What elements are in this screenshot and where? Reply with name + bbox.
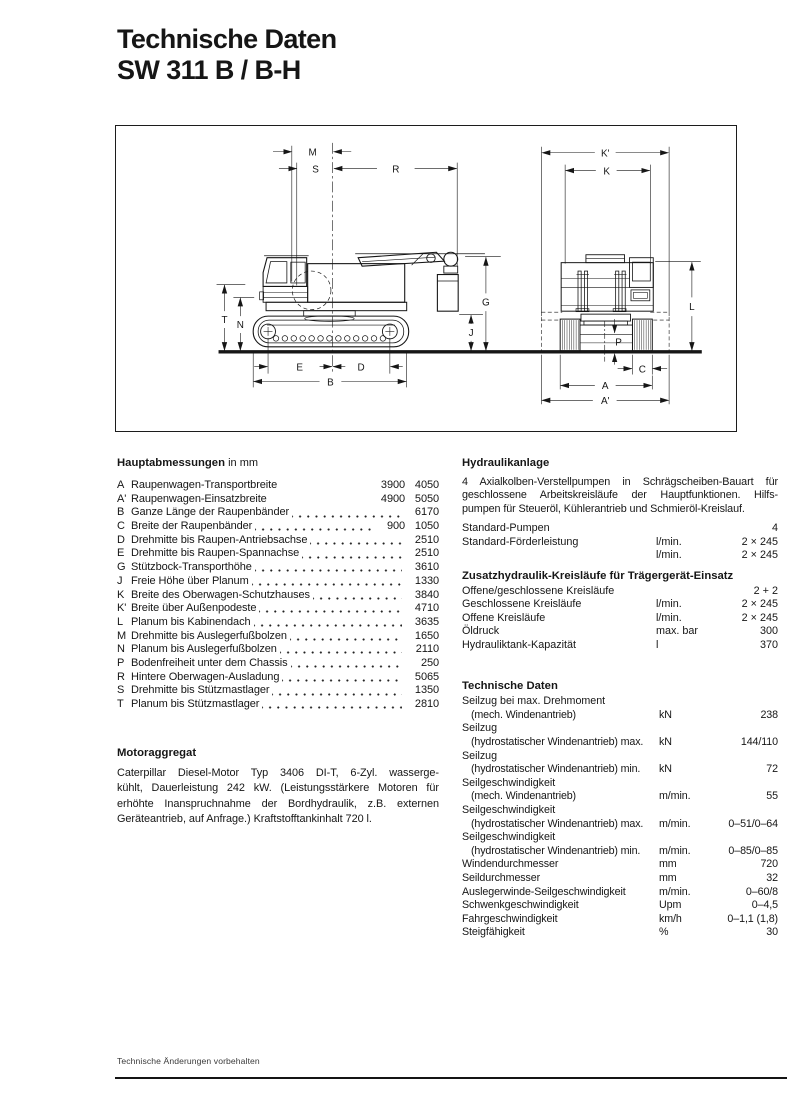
leader-dots <box>310 534 402 548</box>
dimensions-heading <box>117 457 439 470</box>
dimensions-unit-note: in mm <box>228 457 259 469</box>
hydraulics-heading: Hydraulikanlage <box>462 457 550 469</box>
tech-row <box>462 899 778 913</box>
dimension-value: 4710 <box>414 602 439 615</box>
spec-value: 2 + 2 <box>753 584 778 597</box>
tech-row-unit: m/min. <box>659 844 691 857</box>
dimension-label: Drehmitte bis Raupen-Antriebsachse <box>131 533 308 546</box>
spec-label: Öldruck <box>462 625 500 638</box>
dimension-key: K <box>117 588 125 601</box>
tech-row-line <box>462 709 778 723</box>
tech-row-line <box>462 818 778 832</box>
leader-dots <box>280 643 402 657</box>
spec-value: 2 × 245 <box>741 611 778 624</box>
dimension-key: R <box>117 670 125 683</box>
dimension-value: 2510 <box>414 533 439 546</box>
dimension-row <box>117 561 439 575</box>
dimension-row <box>117 671 439 685</box>
dimension-value: 1350 <box>414 684 439 697</box>
tech-row <box>462 872 778 886</box>
tech-row <box>462 695 778 722</box>
dimension-label: Hintere Oberwagen-Ausladung <box>131 670 280 683</box>
dim-label-c: C <box>638 364 646 376</box>
spec-label: Offene Kreisläufe <box>462 611 546 624</box>
spec-row <box>462 522 778 536</box>
dimension-value: 3610 <box>414 561 439 574</box>
paragraph-line: kühlt, Dauerleistung 242 kW. (Leistungsstärkere Motoren für <box>117 782 439 795</box>
dimension-drawing <box>116 126 736 431</box>
tech-data-table <box>462 695 778 940</box>
tech-row-unit: mm <box>659 858 677 871</box>
left-column <box>117 457 439 827</box>
dim-label-m: M <box>308 147 317 159</box>
dimension-row <box>117 547 439 561</box>
tech-row-label: Windendurchmesser <box>462 858 559 871</box>
dimension-value: 250 <box>420 656 439 669</box>
spec-row <box>462 536 778 550</box>
dim-label-p: P <box>615 337 622 349</box>
tech-row-line <box>462 926 778 940</box>
tech-row-unit: kN <box>659 708 672 721</box>
tech-row-head: Seilgeschwindigkeit <box>462 776 556 789</box>
hydraulics-paragraph <box>462 476 778 516</box>
leader-dots <box>280 479 372 493</box>
dimension-row <box>117 506 439 520</box>
spec-row <box>462 612 778 626</box>
dimension-row <box>117 575 439 589</box>
spec-unit <box>656 585 710 599</box>
tech-row-unit: kN <box>659 763 672 776</box>
tech-row <box>462 777 778 804</box>
spec-label <box>462 549 656 563</box>
cab-front-window <box>266 262 287 283</box>
tech-row-unit: m/min. <box>659 885 691 898</box>
tech-row-label: (hydrostatischer Windenantrieb) max. <box>471 736 644 748</box>
spec-value: 2 × 245 <box>741 598 778 611</box>
dimension-key: P <box>117 656 125 669</box>
dim-label-j: J <box>468 327 474 339</box>
dimension-value: 2510 <box>414 547 439 560</box>
spec-label: Standard-Förderleistung <box>462 535 579 548</box>
tech-row-head: Seilzug <box>462 749 498 762</box>
footer-note: Technische Änderungen vorbehalten <box>117 1056 260 1066</box>
dimension-key: B <box>117 506 125 519</box>
dimension-key: D <box>117 533 125 546</box>
dim-label-d: D <box>357 362 365 374</box>
spec-label: Offene/geschlossene Kreisläufe <box>462 584 615 597</box>
engine-paragraph <box>117 766 439 828</box>
tech-row-line <box>462 913 778 927</box>
spec-label: Geschlossene Kreisläufe <box>462 598 582 611</box>
dim-label-b: B <box>327 377 334 389</box>
spec-unit: l/min. <box>656 598 682 611</box>
tech-row-head: Seilzug bei max. Drehmoment <box>462 695 606 708</box>
tech-row <box>462 831 778 858</box>
dimension-label: Planum bis Kabinendach <box>131 615 251 628</box>
tech-row-unit: Upm <box>659 899 682 912</box>
dim-label-r: R <box>392 164 400 176</box>
leader-dots <box>255 561 402 575</box>
tech-row-unit: m/min. <box>659 790 691 803</box>
dimension-row <box>117 479 439 493</box>
spec-unit <box>656 522 710 536</box>
leader-dots <box>290 630 402 644</box>
leader-dots <box>282 671 402 685</box>
engine-heading: Motoraggregat <box>117 746 197 759</box>
dimension-label: Freie Höhe über Planum <box>131 574 249 587</box>
title-line2: SW 311 B / B-H <box>117 55 301 85</box>
dimension-label: Breite des Oberwagen-Schutzhauses <box>131 588 310 601</box>
leader-dots <box>259 602 402 616</box>
tech-row <box>462 804 778 831</box>
tech-row <box>462 886 778 900</box>
tech-row-label: (mech. Windenantrieb) <box>471 790 576 803</box>
dim-label-k-prime: K' <box>600 148 610 160</box>
tech-row-value: 32 <box>766 871 778 884</box>
dimension-key: L <box>117 615 124 628</box>
tech-row <box>462 913 778 927</box>
dimension-figure <box>115 125 737 432</box>
dimension-value: 3635 <box>414 615 439 628</box>
leader-dots <box>252 575 402 589</box>
dimension-label: Breite über Außenpodeste <box>131 602 257 615</box>
dimension-value: 2810 <box>414 698 439 710</box>
tech-row <box>462 858 778 872</box>
tech-row-line <box>462 763 778 777</box>
dim-label-a-prime: A' <box>600 396 610 408</box>
paragraph-line: pumpen für Steueröl, Kühlerantrieb und Schmieröl-Kreislauf. <box>462 502 745 515</box>
aux-hydraulics-table <box>462 585 778 653</box>
dimension-label: Planum bis Stützmastlager <box>131 698 260 710</box>
spec-unit: l <box>656 638 659 651</box>
dimensions-heading-text: Hauptabmessungen <box>117 457 225 469</box>
spec-row <box>462 585 778 599</box>
paragraph-line: Caterpillar Diesel-Motor Typ 3406 DI-T, 6-Zyl. wasserge- <box>117 766 439 779</box>
tech-row <box>462 926 778 940</box>
dimension-label: Ganze Länge der Raupenbänder <box>131 506 290 519</box>
right-track-pad <box>632 319 652 351</box>
dimension-key: S <box>117 684 125 697</box>
dim-label-t: T <box>221 315 228 327</box>
leader-dots <box>313 589 402 603</box>
cab-side-window <box>291 262 305 283</box>
tech-row-line <box>462 886 778 900</box>
spec-value: 300 <box>759 625 778 638</box>
dimension-row <box>117 643 439 657</box>
tech-row-value: 72 <box>766 763 778 776</box>
left-track-pad <box>560 319 580 351</box>
leader-dots <box>262 698 402 712</box>
tech-row-line <box>462 736 778 750</box>
tech-row-line <box>462 845 778 859</box>
tech-row-value: 144/110 <box>740 736 778 748</box>
footer-rule <box>115 1077 787 1079</box>
tech-row-value: 0–85/0–85 <box>728 844 778 857</box>
dimension-label: Drehmitte bis Auslegerfußbolzen <box>131 629 287 642</box>
right-column <box>462 457 778 940</box>
swing-circle <box>292 271 331 310</box>
side-view <box>253 252 485 347</box>
tech-row-unit: % <box>659 926 669 939</box>
dimension-key: A' <box>117 492 127 505</box>
leader-dots <box>272 684 402 698</box>
dimension-value: 2110 <box>415 643 439 656</box>
spec-value: 4 <box>771 522 778 535</box>
dimension-row <box>117 630 439 644</box>
tech-row-line <box>462 899 778 913</box>
dimension-key: N <box>117 643 125 656</box>
dim-label-s: S <box>312 164 319 176</box>
dimension-value: 3840 <box>414 588 439 601</box>
spec-label: Hydrauliktank-Kapazität <box>462 638 577 651</box>
dimension-row <box>117 493 439 507</box>
rear-view <box>560 255 653 351</box>
dimension-row <box>117 534 439 548</box>
spec-row <box>462 549 778 563</box>
dimension-value: 1330 <box>414 574 439 587</box>
dimension-label: Raupenwagen-Einsatzbreite <box>131 492 267 505</box>
dimension-value-secondary: 900 <box>386 520 405 533</box>
tech-row-value: 720 <box>760 858 778 871</box>
spec-value: 2 × 245 <box>741 535 778 548</box>
dimension-value: 5050 <box>414 492 439 505</box>
dimension-label: Drehmitte bis Stützmastlager <box>131 684 270 697</box>
dimensions-table <box>117 479 439 712</box>
tech-row-value: 30 <box>766 926 778 939</box>
dimension-value-secondary: 3900 <box>380 479 405 491</box>
tech-row-unit: mm <box>659 871 677 884</box>
paragraph-line: erhöhte Inanspruchnahme der Bordhydraulik, z.B. externen <box>117 797 439 810</box>
tech-row-unit: kN <box>659 736 672 748</box>
spec-value: 2 × 245 <box>741 549 778 562</box>
tech-row <box>462 750 778 777</box>
spec-row <box>462 598 778 612</box>
support-box <box>437 275 458 312</box>
dimension-row <box>117 684 439 698</box>
tech-row-value: 0–4,5 <box>751 899 778 912</box>
spec-unit: l/min. <box>656 549 682 562</box>
dimension-value: 1050 <box>414 520 439 533</box>
tech-row-head: Seilzug <box>462 722 498 735</box>
tech-row-value: 55 <box>766 790 778 803</box>
dimension-label: Breite der Raupenbänder <box>131 520 253 533</box>
tech-row-head: Seilgeschwindigkeit <box>462 803 556 816</box>
dimension-key: A <box>117 479 125 491</box>
leader-dots <box>291 657 403 671</box>
title-line1: Technische Daten <box>117 24 337 54</box>
dimension-row <box>117 589 439 603</box>
tech-row-line <box>462 872 778 886</box>
dimension-key: K' <box>117 602 127 615</box>
boom-head-sheave <box>444 252 458 266</box>
dimension-key: M <box>117 629 127 642</box>
tech-row-label: (mech. Windenantrieb) <box>471 708 576 721</box>
tech-row-label: Fahrgeschwindigkeit <box>462 912 558 925</box>
hydraulics-table <box>462 522 778 563</box>
paragraph-line: geschlossene Arbeitskreisläufe der Hauptfunktionen. Hilfs- <box>462 489 778 502</box>
spec-unit: l/min. <box>656 535 682 548</box>
dimension-label: Stützbock-Transporthöhe <box>131 561 252 574</box>
tech-row-label: Auslegerwinde-Seilgeschwindigkeit <box>462 885 626 898</box>
dimension-value: 4050 <box>414 479 439 491</box>
spec-row <box>462 625 778 639</box>
page-title <box>117 24 336 86</box>
tech-data-heading: Technische Daten <box>462 680 558 693</box>
leader-dots <box>292 506 402 520</box>
tech-row-unit: m/min. <box>659 817 691 830</box>
dim-label-n: N <box>236 320 244 332</box>
tech-row-line <box>462 858 778 872</box>
spec-value: 370 <box>759 638 778 651</box>
paragraph-line: Geräteantrieb, auf Anfrage.) Kraftstofftankinhalt 720 l. <box>117 812 372 825</box>
dimension-label: Raupenwagen-Transportbreite <box>131 479 278 491</box>
dimension-label: Planum bis Auslegerfußbolzen <box>131 643 277 656</box>
tech-row-label: (hydrostatischer Windenantrieb) max. <box>471 817 644 830</box>
dimension-lines <box>217 143 701 404</box>
dimension-key: E <box>117 547 125 560</box>
dimension-value-secondary: 4900 <box>380 492 405 505</box>
spec-unit: l/min. <box>656 611 682 624</box>
tech-row-label: (hydrostatischer Windenantrieb) min. <box>471 763 641 776</box>
dimension-row <box>117 616 439 630</box>
dimension-value: 6170 <box>414 506 439 519</box>
tech-row-label: (hydrostatischer Windenantrieb) min. <box>471 844 641 857</box>
tech-row-unit: km/h <box>659 912 682 925</box>
dim-label-g: G <box>482 297 490 309</box>
tech-row-value: 0–1,1 (1,8) <box>727 912 778 925</box>
dimension-key: G <box>117 561 126 574</box>
dimension-label: Drehmitte bis Raupen-Spannachse <box>131 547 300 560</box>
tech-row-label: Steigfähigkeit <box>462 926 525 939</box>
leader-dots <box>254 616 403 630</box>
leader-dots <box>255 520 372 534</box>
spec-row <box>462 639 778 653</box>
dim-label-l: L <box>689 302 695 314</box>
dimension-key: C <box>117 520 125 533</box>
tech-row-value: 238 <box>760 708 778 721</box>
aux-hydraulics-heading: Zusatzhydraulik-Kreisläufe für Trägergerät-Einsatz <box>462 569 734 582</box>
dim-label-e: E <box>296 362 304 374</box>
dimension-key: T <box>117 698 124 710</box>
dimension-row <box>117 602 439 616</box>
dimension-key: J <box>117 574 123 587</box>
dimension-value: 1650 <box>414 629 439 642</box>
tech-row-value: 0–60/8 <box>745 885 778 898</box>
dimension-row <box>117 698 439 712</box>
dim-label-a: A <box>601 381 609 393</box>
tech-row-label: Seildurchmesser <box>462 871 541 884</box>
tech-row-head: Seilgeschwindigkeit <box>462 831 556 844</box>
dim-label-k: K <box>603 166 611 178</box>
dimension-label: Bodenfreiheit unter dem Chassis <box>131 656 288 669</box>
dimension-row <box>117 520 439 534</box>
paragraph-line: 4 Axialkolben-Verstellpumpen in Schrägscheiben-Bauart für <box>462 476 778 488</box>
tech-row-line <box>462 790 778 804</box>
spec-unit: max. bar <box>656 625 699 638</box>
spec-label: Standard-Pumpen <box>462 522 550 535</box>
leader-dots <box>270 493 372 507</box>
tech-row <box>462 722 778 749</box>
dimension-value: 5065 <box>414 670 439 683</box>
dimension-row <box>117 657 439 671</box>
leader-dots <box>302 547 402 561</box>
tech-row-label: Schwenkgeschwindigkeit <box>462 899 579 912</box>
tech-row-value: 0–51/0–64 <box>728 817 778 830</box>
